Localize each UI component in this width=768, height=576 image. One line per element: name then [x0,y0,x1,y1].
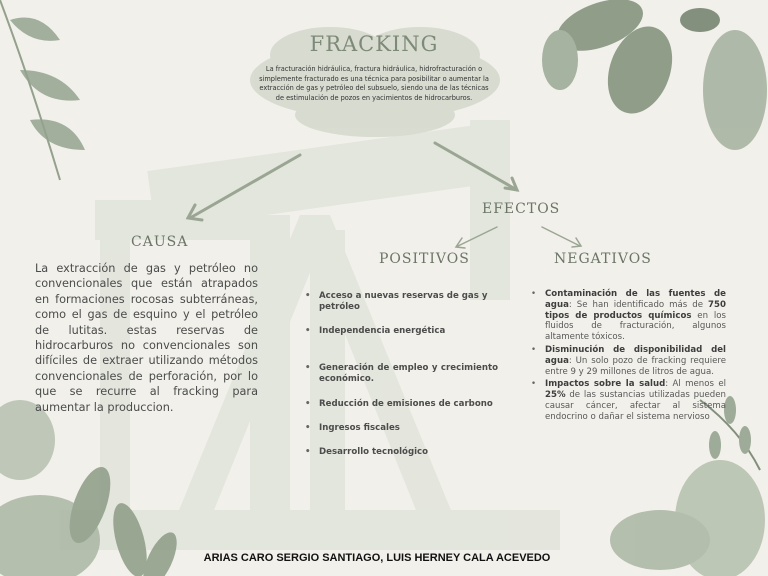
negativo-title: Impactos sobre la salud [545,379,666,390]
leaves-top-right [542,0,767,150]
efectos-heading: EFECTOS [482,201,561,217]
intro-text: La fracturación hidráulica, fractura hidráulica, hidrofracturación o simplemente fracturado es una técnica para posibilitar o aumentar la extracción de gas y petróleo del subsuelo, siendo una de las técnicas de estimulación de pozos en yacimientos de hidrocarburos. [259,65,489,102]
arrow-to-negativos [542,227,580,246]
leaves-top-left [0,0,85,180]
leaves-bottom-left [0,400,184,576]
positivos-heading: POSITIVOS [379,251,470,267]
negativos-list [531,289,726,425]
list-item [531,289,726,343]
negativos-heading: NEGATIVOS [554,251,652,267]
negativo-highlight: 750 tipos de productos químicos [545,299,726,321]
list-item: • Independencia energética [305,326,498,337]
negativo-text: : Se han identificado más de [568,299,709,310]
list-item [531,345,726,377]
negativo-title: Disminución de disponibilidad del agua [545,344,726,366]
list-item: • Reducción de emisiones de carbono [305,399,498,410]
negativo-text: : Un solo pozo de fracking requiere entre 9 y 29 millones de litros de agua. [545,355,726,377]
negativo-title: Contaminación de las fuentes de agua [545,289,726,310]
causa-heading: CAUSA [131,234,189,250]
list-item: • Generación de empleo y crecimiento económico. [305,363,498,385]
negativo-text: : Al menos el [665,379,726,390]
page-title: FRACKING [309,32,439,56]
list-item: • Ingresos fiscales [305,423,498,434]
list-item: • Acceso a nuevas reservas de gas y petróleo [305,291,498,313]
negativo-text: de las sustancias utilizadas pueden causar cáncer, afectar al sistema endocrino o dañar el sistema nervioso [545,390,726,422]
negativo-text: en los fluidos de fracturación, algunos altamente tóxicos. [545,310,726,343]
authors: ARIAS CARO SERGIO SANTIAGO, LUIS HERNEY CALA ACEVEDO [203,552,551,564]
causa-text: La extracción de gas y petróleo no convencionales que están atrapados en formaciones rocosas subterráneas, como el gas de esquino y el petróleo de lutitas. estas reservas de hidrocarburos no convencionales son difíciles de extraer utilizando métodos convencionales de perforación, por lo que se recurre al fracking para aumentar la produccion. [35,262,258,414]
list-item: • Desarrollo tecnológico [305,447,498,458]
list-item [531,379,726,422]
negativo-highlight: 25% [545,390,566,401]
